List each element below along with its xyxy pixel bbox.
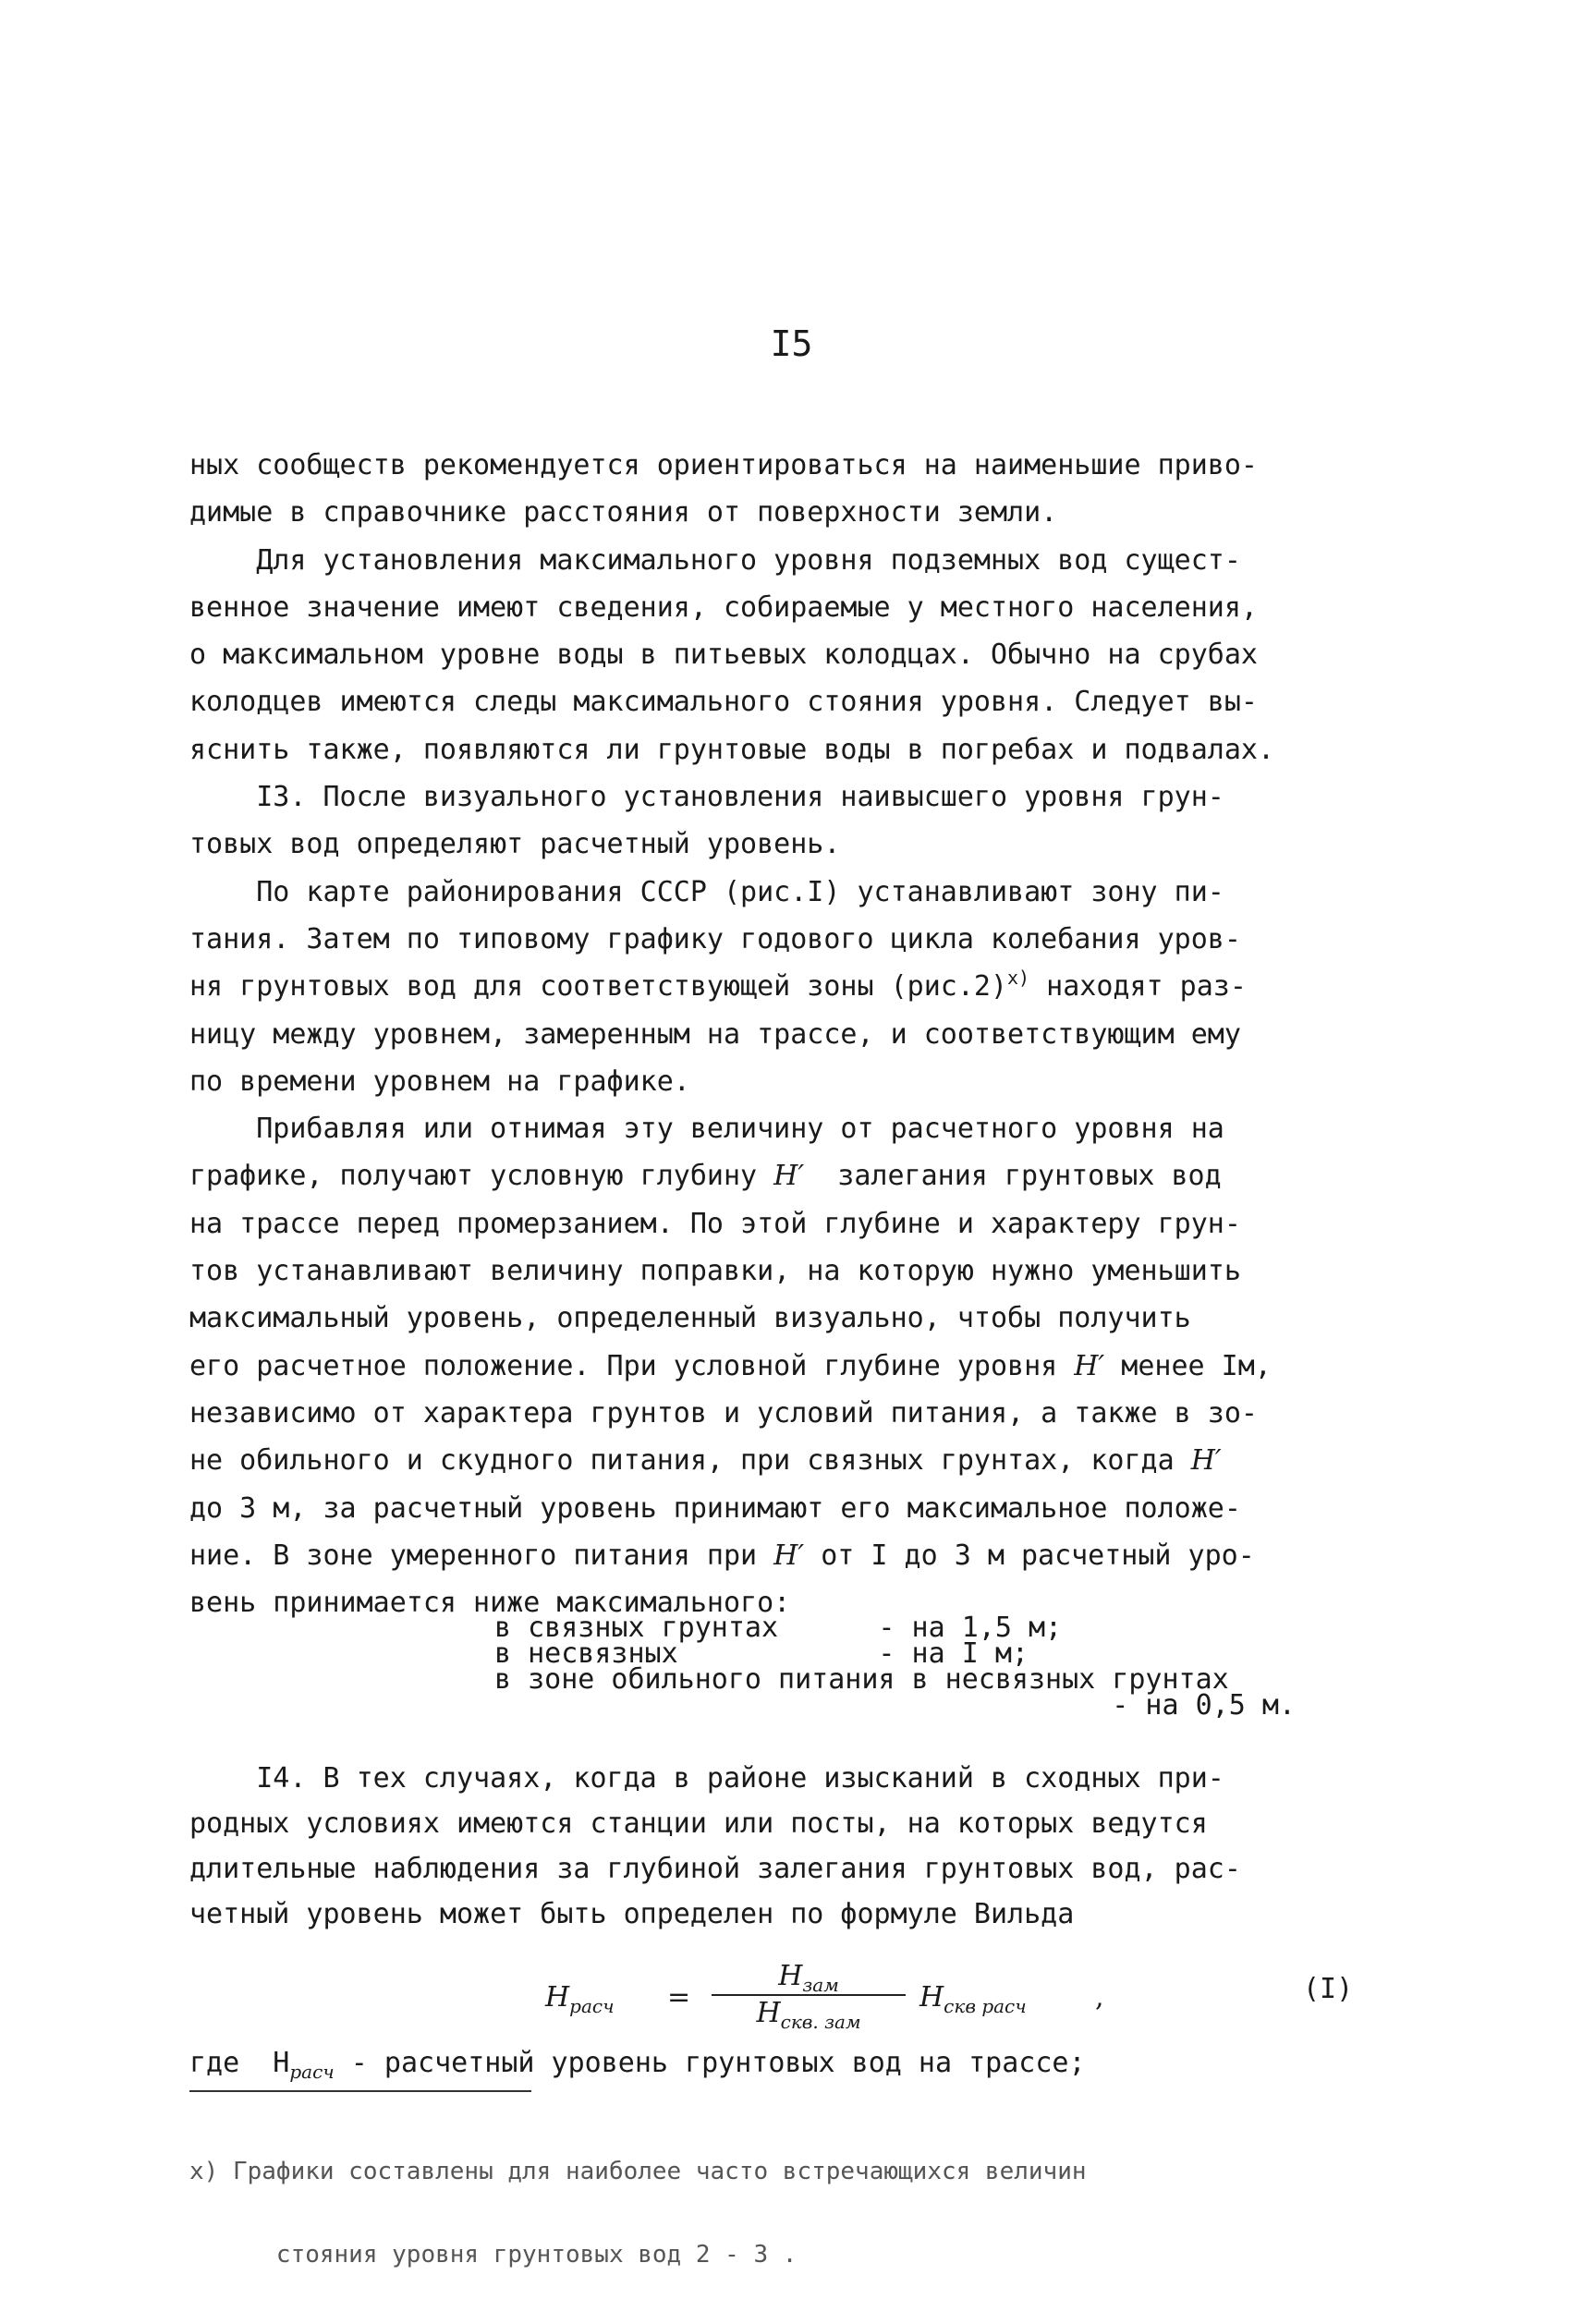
- formula-subscript: расч: [569, 1995, 615, 2017]
- formula-symbol: H: [756, 1997, 781, 2029]
- text-fragment: находят раз-: [1029, 970, 1247, 1004]
- text-line: тов устанавливают величину поправки, на которую нужно уменьшить: [189, 1255, 1241, 1288]
- symbol-h-prime: H′: [1190, 1444, 1222, 1478]
- text-line: тания. Затем по типовому графику годового цикла колебания уров-: [189, 922, 1241, 955]
- footnote-line: стояния уровня грунтовых вод 2 - 3 .: [189, 2241, 798, 2269]
- formula-symbol: H: [545, 1981, 570, 2014]
- symbol-h-prime: H′: [1074, 1349, 1105, 1382]
- paragraph-14: [189, 1756, 1446, 1937]
- formula-symbol: H: [919, 1981, 944, 2014]
- text-fragment: его расчетное положение. При условной глубине уровня: [189, 1349, 1075, 1382]
- text-line: вень принимается ниже максимального:: [189, 1587, 791, 1620]
- text-line: венное значение имеют сведения, собираемые у местного населения,: [189, 590, 1258, 624]
- formula-subscript: скв расч: [944, 1995, 1027, 2017]
- fraction-numerator: [712, 1960, 906, 1996]
- formula-subscript: зам: [802, 1974, 839, 1996]
- text-line: о максимальном уровне воды в питьевых колодцах. Обычно на срубах: [189, 639, 1258, 672]
- text-line: димые в справочнике расстояния от поверхности земли.: [189, 496, 1058, 529]
- text-line: независимо от характера грунтов и условий питания, а также в зо-: [189, 1396, 1258, 1430]
- formula-subscript: скв. зам: [780, 2011, 861, 2033]
- text-line: I3. После визуального установления наивысшего уровня грун-: [189, 781, 1224, 814]
- text-fragment: графике, получают условную глубину: [189, 1160, 774, 1193]
- text-line: родных условиях имеются станции или посты, на которых ведутся: [189, 1807, 1208, 1840]
- formula-symbol: H: [778, 1960, 803, 1992]
- list-item: в зоне обильного питания в несвязных грунтах: [494, 1663, 1229, 1696]
- symbol-h-prime: H′: [773, 1539, 805, 1572]
- text-line: I4. В тех случаях, когда в районе изысканий в сходных при-: [189, 1762, 1224, 1795]
- correction-list: [494, 1612, 1419, 1722]
- text-line: по времени уровнем на графике.: [189, 1065, 690, 1098]
- formula-fraction: [712, 1960, 906, 2033]
- text-line: максимальный уровень, определенный визуально, чтобы получить: [189, 1302, 1191, 1335]
- equation-number: (I): [1303, 1973, 1354, 2005]
- symbol-h-prime: H′: [773, 1160, 805, 1193]
- list-item: в несвязных - на I м;: [494, 1637, 1029, 1670]
- text-fragment: от I до 3 м расчетный уро-: [804, 1539, 1255, 1572]
- text-fragment: не обильного и скудного питания, при связных грунтах, когда: [189, 1444, 1191, 1478]
- text-line: товых вод определяют расчетный уровень.: [189, 828, 841, 861]
- text-line: [189, 1152, 1446, 1199]
- text-line: яснить также, появляются ли грунтовые воды в погребах и подвалах.: [189, 733, 1274, 766]
- text-fragment: - расчетный уровень грунтовых вод на трассе;: [334, 2047, 1086, 2079]
- text-line: на трассе перед промерзанием. По этой глубине и характеру грун-: [189, 1207, 1241, 1240]
- formula-multiplier: [919, 1981, 1027, 2017]
- text-line: Для установления максимального уровня подземных вод сущест-: [189, 543, 1241, 577]
- text-fragment: менее Iм,: [1104, 1349, 1272, 1382]
- text-line: четный уровень может быть определен по формуле Вильда: [189, 1898, 1075, 1930]
- page-number: I5: [770, 323, 813, 364]
- fraction-denominator: [712, 1997, 906, 2033]
- text-line: [189, 1532, 1446, 1579]
- text-line: [189, 1343, 1446, 1390]
- text-fragment: ня грунтовых вод для соответствующей зоны (рис.2): [189, 970, 1008, 1004]
- footnote-line: x) Графики составлены для наиболее часто встречающихся величин: [189, 2158, 1087, 2185]
- main-text: [189, 442, 1446, 1626]
- formula-trail: ,: [1095, 1981, 1104, 2014]
- formula-subscript: расч: [289, 2061, 335, 2083]
- list-item: в связных грунтах - на 1,5 м;: [494, 1612, 1063, 1644]
- text-line: ных сообществ рекомендуется ориентироваться на наименьшие приво-: [189, 449, 1258, 481]
- text-line: колодцев имеются следы максимального стояния уровня. Следует вы-: [189, 686, 1258, 719]
- text-line: [189, 1437, 1446, 1484]
- where-line: [189, 2047, 1446, 2083]
- formula-lhs: [545, 1981, 615, 2017]
- text-line: По карте районирования СССР (рис.I) устанавливают зону пи-: [189, 875, 1224, 908]
- list-item: - на 0,5 м.: [494, 1689, 1296, 1722]
- text-fragment: ние. В зоне умеренного питания при: [189, 1539, 774, 1572]
- text-line: длительные наблюдения за глубиной залегания грунтовых вод, рас-: [189, 1853, 1241, 1885]
- text-fragment: залегания грунтовых вод: [804, 1160, 1222, 1193]
- footnote-marker: x): [1007, 967, 1030, 990]
- text-line: Прибавляя или отнимая эту величину от расчетного уровня на: [189, 1113, 1224, 1146]
- text-fragment: где H: [189, 2047, 290, 2079]
- text-line: ницу между уровнем, замеренным на трассе, и соответствующим ему: [189, 1017, 1241, 1051]
- formula-equals: =: [667, 1981, 691, 2014]
- text-line: [189, 963, 1446, 1010]
- wild-formula: [545, 1961, 1377, 2044]
- text-line: до 3 м, за расчетный уровень принимают его максимальное положе-: [189, 1491, 1241, 1525]
- footnote-rule: [189, 2090, 531, 2092]
- footnote: [189, 2102, 1446, 2324]
